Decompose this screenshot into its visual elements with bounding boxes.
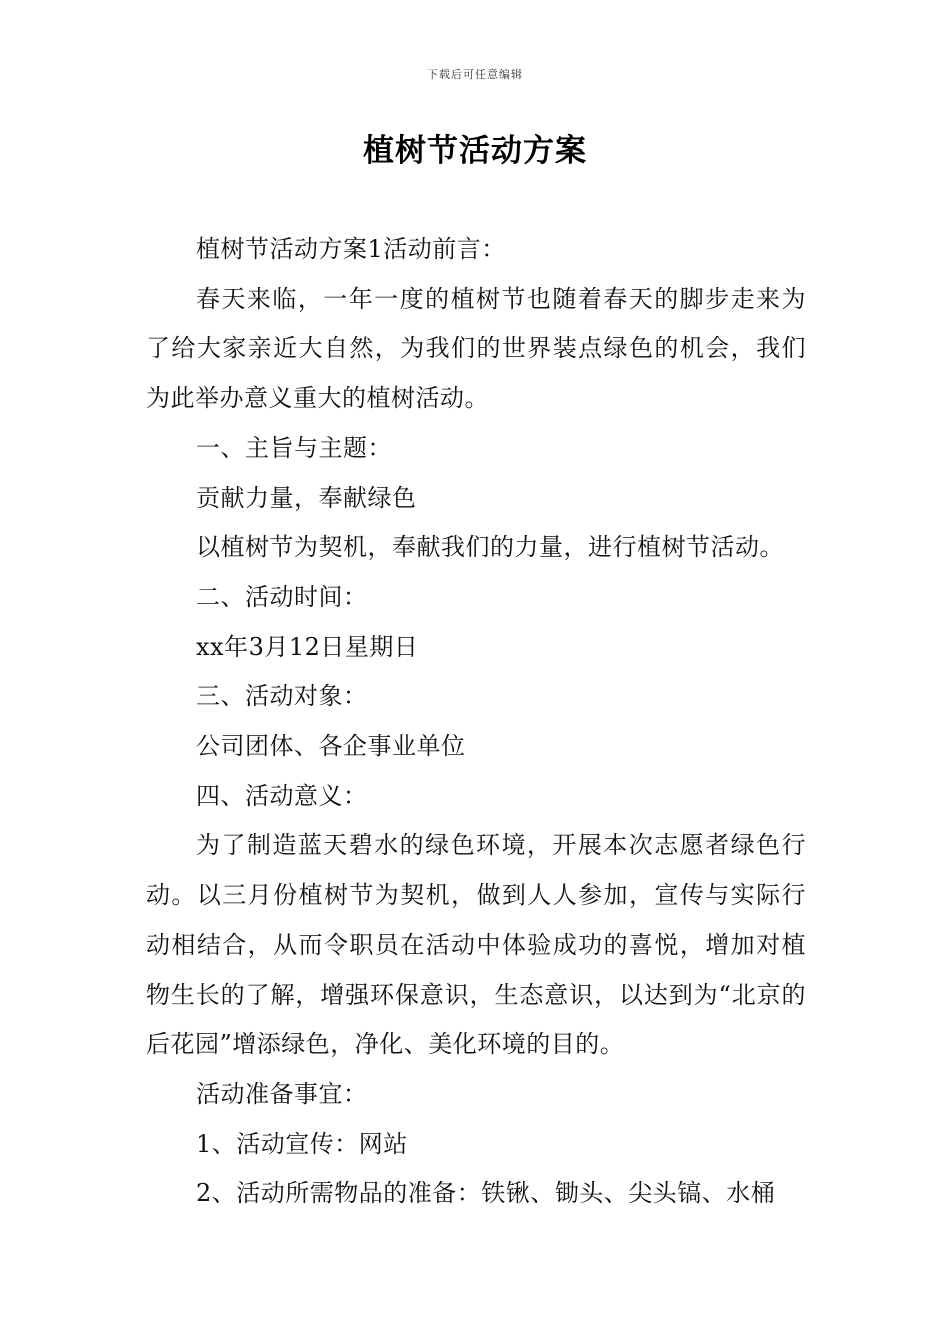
document-title: 植树节活动方案 xyxy=(363,133,587,169)
paragraph-theme-slogan: 贡献力量，奉献绿色 xyxy=(196,483,417,512)
list-item-supplies: 2、活动所需物品的准备：铁锹、锄头、尖头镐、水桶 xyxy=(196,1179,776,1208)
paragraph-preface-heading: 植树节活动方案1活动前言： xyxy=(196,235,506,263)
section-heading-theme: 一、主旨与主题： xyxy=(196,433,392,462)
paragraph-significance-text: 为了制造蓝天碧水的绿色环境，开展本次志愿者绿色行动。以三月份植树节为契机，做到人人参加，宣传与实际行动相结合，从而令职员在活动中体验成功的喜悦，增加对植物生长的了解，增强环保意识，生态意识，以达到为“北京的后花园”增添绿色，净化、美化环境的目的。 xyxy=(146,831,806,1059)
paragraph-preface-text: 春天来临，一年一度的植树节也随着春天的脚步走来为了给大家亲近大自然，为我们的世界装点绿色的机会，我们为此举办意义重大的植树活动。 xyxy=(146,284,806,413)
paragraph-time-value: xx年3月12日星期日 xyxy=(196,632,419,661)
header-note: 下载后可任意编辑 xyxy=(427,68,523,81)
section-heading-significance: 四、活动意义： xyxy=(196,781,368,810)
paragraph-audience-value: 公司团体、各企事业单位 xyxy=(196,732,466,761)
document-body xyxy=(146,225,806,1219)
list-item-publicity: 1、活动宣传：网站 xyxy=(196,1129,408,1158)
section-heading-audience: 三、活动对象： xyxy=(196,682,368,711)
section-heading-preparation: 活动准备事宜： xyxy=(196,1079,368,1108)
section-heading-time: 二、活动时间： xyxy=(196,582,368,611)
paragraph-theme-text: 以植树节为契机，奉献我们的力量，进行植树节活动。 xyxy=(196,533,784,562)
